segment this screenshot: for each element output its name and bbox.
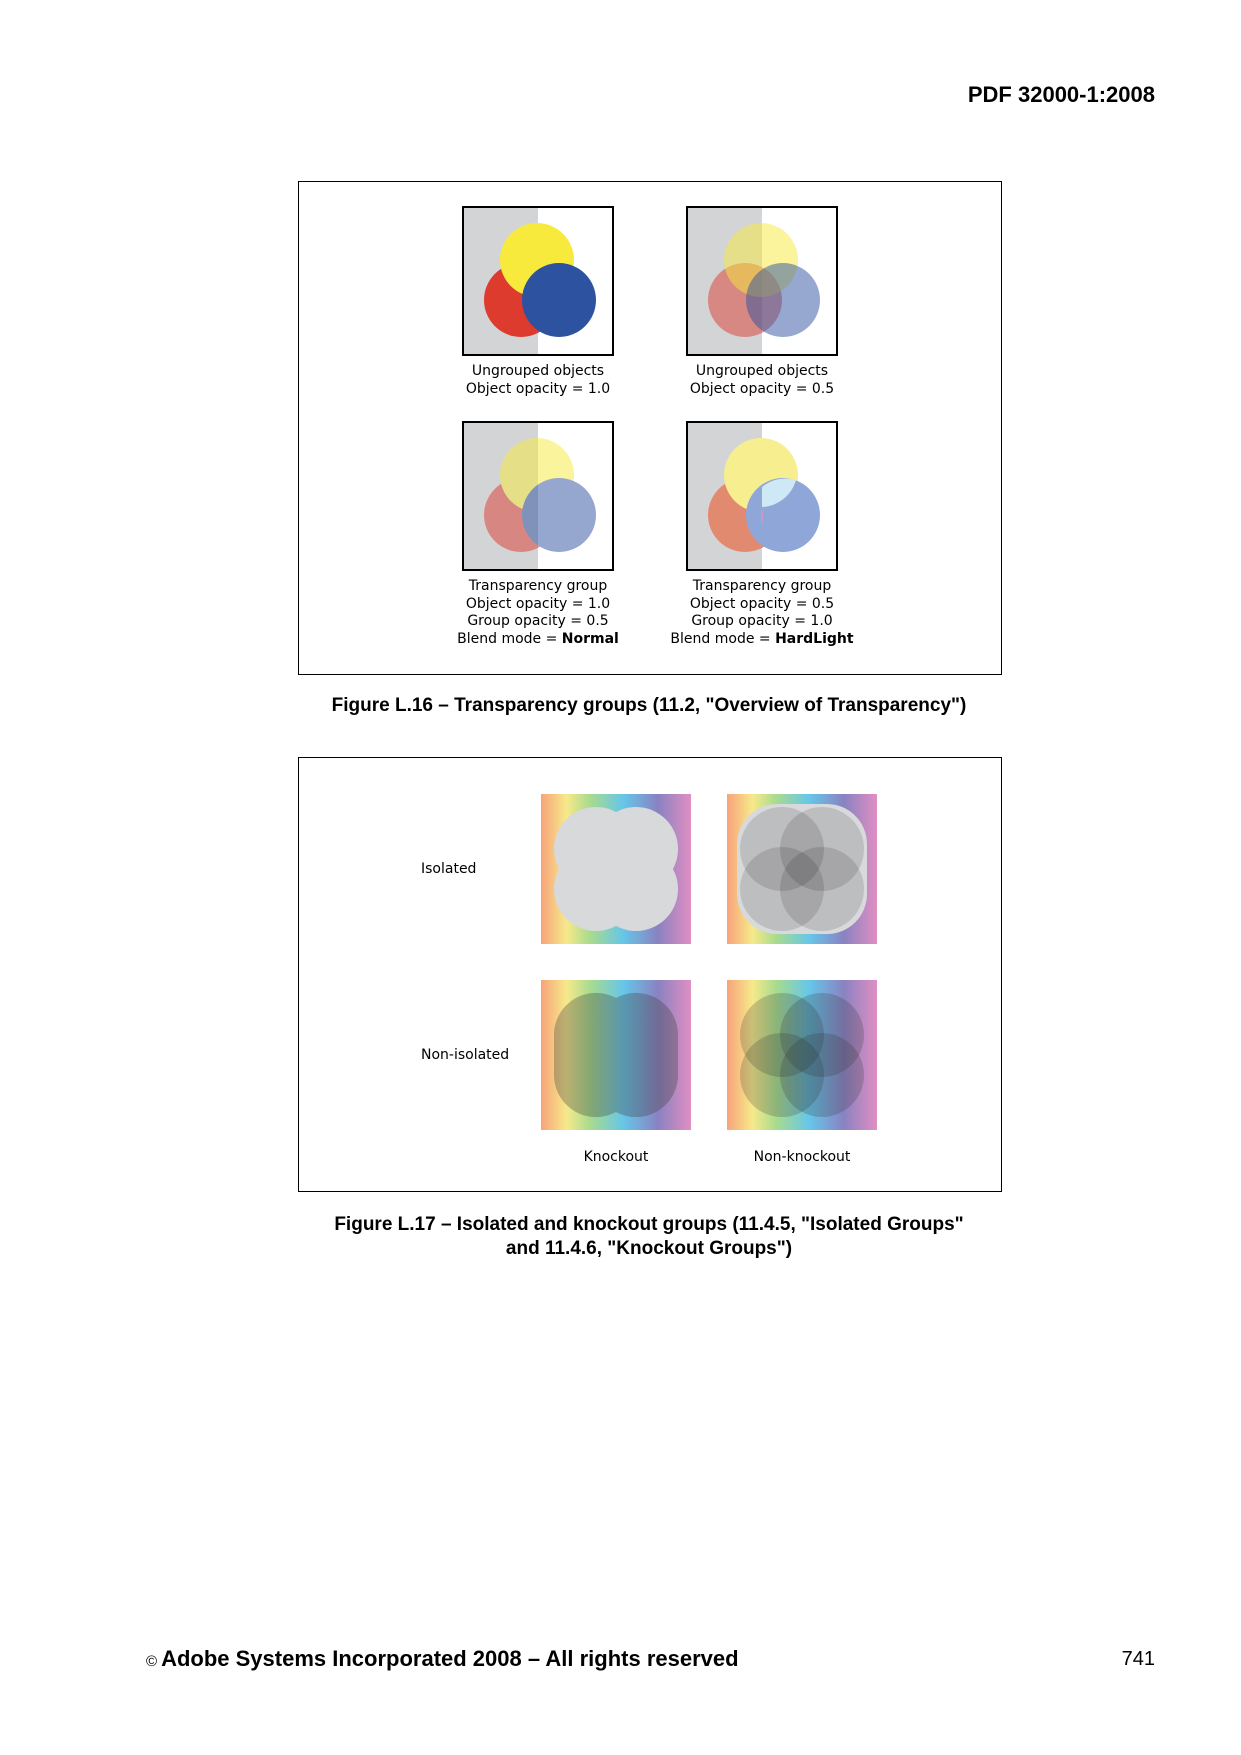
panel-group-normal — [462, 421, 614, 571]
panel-1-line-1: Ungrouped objects — [471, 363, 605, 379]
figure-l17-caption-line-1: Figure L.17 – Isolated and knockout groups (11.4.5, "Isolated Groups" — [334, 1214, 964, 1235]
figure-l16-caption: Figure L.16 – Transparency groups (11.2, "Overview of Transparency") — [331, 695, 967, 716]
panel-group-hardlight — [686, 421, 838, 571]
panel-3-line-2: Object opacity = 1.0 — [465, 595, 611, 612]
panel-4-caption — [642, 578, 882, 648]
panel-3-line-3: Group opacity = 0.5 — [467, 613, 609, 629]
iso-knockout-swatch — [541, 794, 691, 944]
panel-ungrouped-half — [686, 206, 838, 356]
panel-3-blend-value: Normal — [561, 630, 619, 647]
panel-3-line-1: Transparency group — [468, 578, 608, 594]
copyright-text: Adobe Systems Incorporated 2008 – All rights reserved — [161, 1646, 739, 1671]
column-label-knockout: Knockout — [583, 1149, 649, 1165]
figure-l17-caption — [298, 1213, 1000, 1261]
panel-3-blend — [418, 631, 658, 649]
panel-2-line-2: Object opacity = 0.5 — [689, 380, 835, 397]
column-label-non-knockout: Non-knockout — [753, 1149, 851, 1165]
figure-l17-caption-line-2: and 11.4.6, "Knockout Groups") — [505, 1238, 793, 1259]
panel-2-line-1: Ungrouped objects — [695, 363, 829, 379]
panel-2-caption — [642, 363, 882, 398]
panel-4-line-1: Transparency group — [692, 578, 832, 594]
panel-4-blend — [642, 631, 882, 649]
panel-1-caption — [418, 363, 658, 398]
noniso-knockout-swatch — [541, 980, 691, 1130]
page-number: 741 — [1121, 1648, 1155, 1670]
panel-4-line-3: Group opacity = 1.0 — [691, 613, 833, 629]
document-header: PDF 32000-1:2008 — [967, 82, 1155, 107]
copyright-notice — [146, 1646, 739, 1672]
panel-3-caption — [418, 578, 658, 648]
panel-3-blend-prefix: Blend mode = — [457, 630, 562, 647]
noniso-nonknockout-swatch — [727, 980, 877, 1130]
row-label-non-isolated: Non-isolated — [421, 1047, 510, 1063]
copyright-symbol: © — [146, 1653, 158, 1670]
panel-1-line-2: Object opacity = 1.0 — [465, 380, 611, 397]
iso-nonknockout-swatch — [727, 794, 877, 944]
row-label-isolated: Isolated — [421, 861, 477, 877]
panel-4-blend-value: HardLight — [775, 630, 854, 647]
panel-ungrouped-opaque — [462, 206, 614, 356]
panel-4-line-2: Object opacity = 0.5 — [689, 595, 835, 612]
panel-4-blend-prefix: Blend mode = — [670, 630, 776, 647]
